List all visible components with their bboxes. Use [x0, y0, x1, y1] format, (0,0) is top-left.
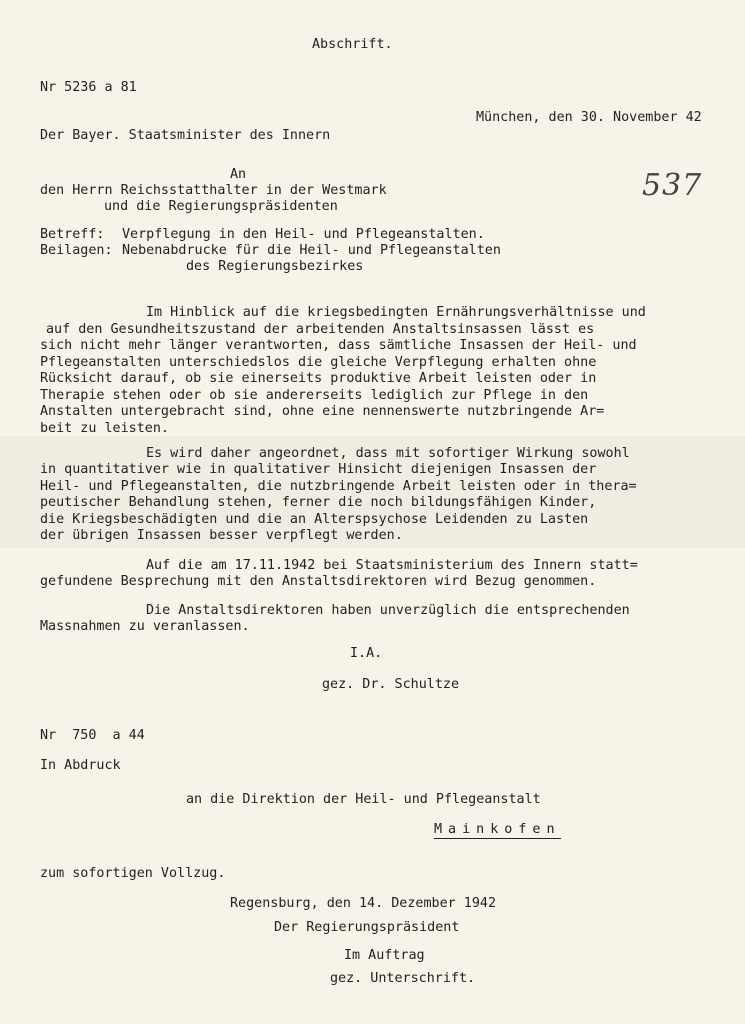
document-title: Abschrift.: [312, 37, 393, 52]
subject-label: Betreff:: [40, 227, 105, 242]
handwritten-number: 537: [642, 168, 703, 203]
para1-line: Im Hinblick auf die kriegsbedingten Ernährungsverhältnisse und: [146, 305, 646, 320]
signature-name: gez. Dr. Schultze: [322, 677, 460, 692]
para3-line: gefundene Besprechung mit den Anstaltsdirektoren wird Bezug genommen.: [40, 574, 597, 589]
para2-line: in quantitativer wie in qualitativer Hinsicht diejenigen Insassen der: [40, 462, 597, 477]
in-abdruck: In Abdruck: [40, 758, 121, 773]
second-reference-number: Nr 750 a 44: [40, 728, 145, 743]
recipient-an: An: [230, 167, 247, 182]
para1-line: auf den Gesundheitszustand der arbeitenden Anstaltsinsassen lässt es: [46, 322, 595, 337]
reference-number: Nr 5236 a 81: [40, 80, 137, 95]
para4-line: Massnahmen zu veranlassen.: [40, 619, 250, 634]
para1-line: Anstalten untergebracht sind, ohne eine nennenswerte nutzbringende Ar=: [40, 404, 605, 419]
attachments-label: Beilagen:: [40, 243, 113, 258]
sender: Der Bayer. Staatsminister des Innern: [40, 128, 331, 143]
signature-ia: I.A.: [350, 646, 383, 661]
para3-line: Auf die am 17.11.1942 bei Staatsministerium des Innern statt=: [146, 558, 638, 573]
to-direction: an die Direktion der Heil- und Pflegeanstalt: [186, 792, 541, 807]
attachments-line-1: Nebenabdrucke für die Heil- und Pflegeanstalten: [122, 243, 501, 258]
para1-line: Therapie stehen oder ob sie andererseits lediglich zur Pflege in den: [40, 388, 589, 403]
attachments-line-2: des Regierungsbezirkes: [186, 259, 364, 274]
para1-line: sich nicht mehr länger verantworten, dass sämtliche Insassen der Heil- und: [40, 338, 637, 353]
vollzug: zum sofortigen Vollzug.: [40, 866, 226, 881]
para2-line: Heil- und Pflegeanstalten, die nutzbringende Arbeit leisten oder in thera=: [40, 479, 637, 494]
para4-line: Die Anstaltsdirektoren haben unverzüglich die entsprechenden: [146, 603, 630, 618]
recipient-line-2: und die Regierungspräsidenten: [104, 199, 338, 214]
recipient-line-1: den Herrn Reichsstatthalter in der Westmark: [40, 183, 387, 198]
authority: Der Regierungspräsident: [274, 920, 460, 935]
para1-line: beit zu leisten.: [40, 421, 169, 436]
place-date: München, den 30. November 42: [476, 110, 702, 125]
subject-text: Verpflegung in den Heil- und Pflegeanstalten.: [122, 227, 485, 242]
para2-line: der übrigen Insassen besser verpflegt werden.: [40, 528, 403, 543]
place-name-underlined: Mainkofen: [434, 822, 561, 837]
im-auftrag: Im Auftrag: [344, 948, 425, 963]
para1-line: Rücksicht darauf, ob sie einerseits produktive Arbeit leisten oder in: [40, 371, 597, 386]
second-place-date: Regensburg, den 14. Dezember 1942: [230, 896, 497, 911]
para2-line: Es wird daher angeordnet, dass mit sofortiger Wirkung sowohl: [146, 446, 630, 461]
para2-line: peutischer Behandlung stehen, ferner die noch bildungsfähigen Kinder,: [40, 495, 597, 510]
para1-line: Pflegeanstalten unterschiedslos die gleiche Verpflegung erhalten ohne: [40, 355, 597, 370]
second-signature: gez. Unterschrift.: [330, 971, 476, 986]
para2-line: die Kriegsbeschädigten und die an Alterspsychose Leidenden zu Lasten: [40, 512, 589, 527]
